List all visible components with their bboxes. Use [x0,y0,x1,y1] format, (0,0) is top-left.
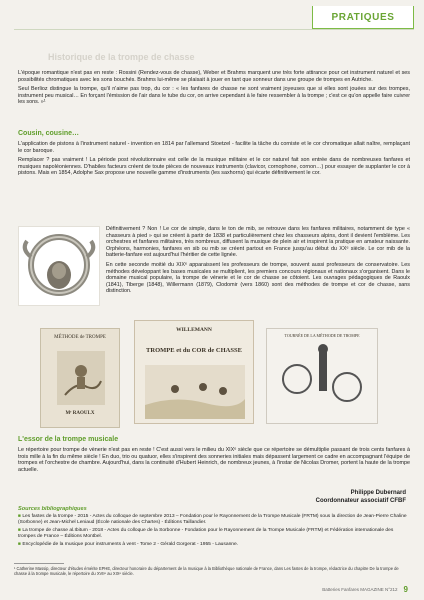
bullet-icon: ■ [18,528,23,533]
raoulx-cover [40,328,120,428]
header-rule [14,29,414,30]
cousin-paragraph-3: Définitivement ? Non ! Le cor de simple, dans le ton de mib, se retrouve dans les fanfares militaires, notamment de type « chasseurs à pied » qui se créent à partir de 1838 et particulièrement chez les chasseurs alpins, dont il devient l'emblème. Les orchestres et fanfares militaires, très nombreux, diffusent la musique de plein air et inspirent la pratique en amateur naissante. Orphéons, harmonies, fanfares en sib ou mib se créent partout en France jusqu'au début du XXᵉ siècle. Le cor mib de la batterie-fanfare est aujourd'hui l'héritier de cette lignée. [106,226,410,259]
horn-photo [18,226,100,306]
rider-illustration-icon [57,351,105,405]
section-tab [312,6,414,29]
source-text: La trompe de chasse al.Ibitum - 2018 - Actes du colloque de la Sorbonne - Fondation pour le Rayonnement de la Trompe Musicale (FRTM) et Fédération internationale des trompes de France – Éditions Montbel. [18,528,394,539]
bullet-icon: ■ [18,514,23,519]
ghost-title: Historique de la trompe de chasse [48,52,195,62]
footnote-rule [14,563,64,564]
essor-paragraph-1: Le répertoire pour trompe de vènerie n'est pas en reste ! C'est aussi vers le milieu du XIXᵉ siècle que ce répertoire se démultiplie passant de trois cents fanfares à trois mille à la fin du même siècle ! En duo, trio ou quatuor, elles s'inspirent des sonneries initiales mais dépassent largement ce cadre en accompagnant l'équipe de trompes et l'orchestre de chambre. Aujourd'hui, dans la continuité d'Hubert Heinrich, de nombreux jeunes, à l'instar de Nicolas Dromer, portent la haute de la trompe actuelle. [18,447,410,473]
page-footer [322,585,408,594]
cousin-paragraph-4: En cette seconde moitié du XIXᵉ apparaissent les professeurs de trompe, souvent aussi professeurs de conservatoire. Les méthodes développant les bases musicales se multiplient, les premiers concours régionaux et nationaux s'organisent. Dans le domaine musical populaire, la trompe de vénerie et le cor de chasse se côtoient. Les ouvrages pédagogiques de Raoulx (1841), Tiberge (1848), Willermann (1879), Clodomir (vers 1860) sont des méthodes de trompe et cor de chasse, sans distinction. [106,261,410,295]
essor-block [18,447,410,476]
tournee-cover [266,328,378,424]
willemann-cover [134,320,254,424]
cousin-block [18,141,410,180]
willemann-cover-title: TROMPE et du COR de CHASSE [146,347,242,354]
essor-heading: L'essor de la trompe musicale [18,436,119,443]
intro-block [18,70,410,109]
raoulx-cover-author: Mʳ RAOULX [65,411,95,416]
bullet-icon: ■ [18,542,23,547]
hunt-scene-icon [145,365,245,419]
signature-role: Coordonnateur associatif CFBF [315,498,406,504]
willemann-cover-author: WILLEMANN [176,327,212,333]
magazine-name: Batteries Fanfares MAGAZINE N°212 [322,587,398,592]
tournee-cover-title: TOURNÉE DE LA MÉTHODE DE TROMPE [284,333,360,338]
intro-paragraph-2: Seul Berlioz distingue la trompe, qu'il n'aime pas trop, du cor : « les fanfares de chasse ne sont vraiment joyeuses que si elles sont jouées sur des trompes, instrument peu musical… En forçant l'émission de l'air dans le tube du cor, on arrive cependant à le faire ressembler à la trompe ; c'est ce qu'on appelle faire cuivrer les sons. »¹ [18,86,410,106]
footnote: ¹ Catherine Massip, directeur d'études émérite EPHE, directeur honoraire du département de la musique à la Bibliothèque nationale de France, dans Les fastes de la trompe, rédactrice du chapitre De la trompe de chasse à la trompe musicale, le répertoire du XVIIᵉ au XIXᵉ siècle. [14,566,399,576]
source-text: Encyclopédie de la musique pour instruments à vent - Tome 2 - Gérald Gorgerat - 1955 - Lausanne. [22,542,239,547]
source-item [18,528,410,540]
cousin-block-2 [106,226,410,298]
page-number: 9 [403,585,408,594]
cousin-paragraph-2: Remplacer ? pas vraiment ! La période post révolutionnaire est celle de la musique militaire et le cor naturel fait son entrée dans de nombreuses fanfares et musiques napoléoniennes. D'habiles facteurs créent de toute pièces de nouveaux instruments (clavicor, cornophone, cornon…) pour essayer de supplanter le cor à pistons. Mais en 1854, Adolphe Sax propose une nouvelle gamme d'instruments (les saxhorns) qui écarte définitivement le cor. [18,157,410,177]
source-item [18,542,410,548]
raoulx-cover-title: MÉTHODE de TROMPE [54,335,106,340]
intro-paragraph-1: L'époque romantique n'est pas en reste : Rossini (Rendez-vous de chasse), Weber et Brahms marquent une très forte attirance pour cet instrument naturel et ses possibilités chromatiques avec les sons bouchés. Brahms lui-même se plaisait à jouer en tant que sonneur dans une groupe de trompes en Autriche. [18,70,410,83]
cousin-paragraph-1: L'application de pistons à l'instrument naturel - invention en 1814 par l'allemand Stoetzel - facilite la tâche du corniste et le cor chromatique allait naître, remplaçant le cor baroque. [18,141,410,154]
cousin-heading: Cousin, cousine… [18,130,80,137]
sources-heading: Sources bibliographiques [18,506,87,512]
signature-name: Philippe Dubernard [350,490,406,496]
source-item [18,514,410,526]
section-label: PRATIQUES [331,11,395,23]
horn-players-icon [275,343,371,419]
horn-icon [19,227,99,305]
source-text: Les fastes de la trompe - 2015 - Actes du colloque de septembre 2013 – Fondation pour le Rayonnement de la Trompe Musicale (FRTM) sous la direction de Jean-Pierre Chaline (Sorbonne) et Jean-Michel Leniaud (École nationale des Chartes) - Éditions Taillandier. [18,514,407,525]
